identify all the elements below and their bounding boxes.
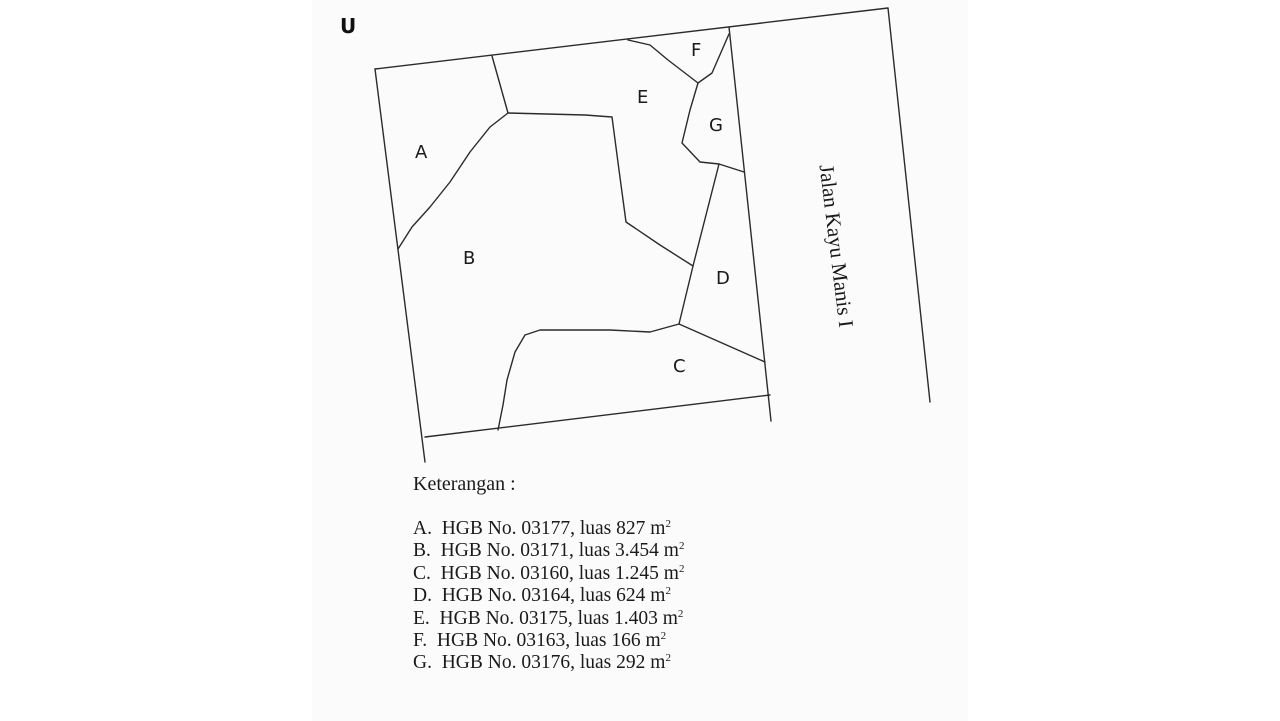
legend-item-text: HGB No. 03163, luas 166 m	[436, 630, 661, 652]
legend-item	[413, 540, 684, 562]
parcel-label-a: A	[415, 142, 428, 163]
legend-item-unit-sup: 2	[665, 652, 671, 665]
north-label: U	[340, 14, 357, 38]
legend-title: Keterangan :	[413, 473, 516, 495]
south-boundary	[425, 395, 770, 437]
legend-item-unit-sup: 2	[665, 518, 671, 530]
legend-item-prefix: G.	[413, 652, 432, 674]
boundary-f	[628, 34, 729, 83]
legend-item-unit-sup: 2	[677, 607, 684, 620]
parcel-label-f: F	[691, 40, 702, 61]
parcel-label-e: E	[637, 87, 649, 108]
legend-item-prefix: E.	[413, 607, 430, 629]
parcel-label-c: C	[673, 356, 686, 377]
legend-item-text: HGB No. 03171, luas 3.454 m	[440, 540, 679, 562]
parcel-label-d: D	[716, 268, 730, 289]
boundary-b-c	[498, 324, 679, 430]
legend-item-unit-sup: 2	[678, 562, 685, 575]
legend-item-text: HGB No. 03175, luas 1.403 m	[439, 607, 678, 629]
legend-item-text: HGB No. 03176, luas 292 m	[441, 652, 666, 674]
legend-item	[413, 630, 684, 652]
legend-item-prefix: D.	[413, 585, 432, 607]
legend-item	[413, 608, 684, 630]
legend-item-prefix: B.	[413, 540, 431, 562]
legend-item-prefix: F.	[413, 630, 428, 652]
boundary-g-d	[679, 164, 719, 324]
boundary-b-e	[508, 113, 693, 266]
legend-item-unit-sup: 2	[678, 540, 685, 553]
outer-boundary	[375, 8, 930, 402]
legend-item-text: HGB No. 03160, luas 1.245 m	[440, 562, 679, 584]
legend	[413, 472, 684, 675]
legend-list	[413, 518, 684, 675]
legend-item-prefix: A.	[413, 518, 432, 539]
parcel-label-g: G	[709, 115, 723, 136]
road-label: Jalan Kayu Manis I	[814, 163, 859, 329]
boundary-a-b	[398, 113, 508, 249]
legend-item-unit-sup: 2	[665, 585, 671, 598]
legend-item	[413, 585, 684, 607]
legend-item-text: HGB No. 03164, luas 624 m	[441, 585, 666, 607]
legend-item	[413, 652, 684, 674]
legend-item	[413, 563, 684, 585]
legend-item-prefix: C.	[413, 562, 431, 584]
west-boundary	[375, 69, 428, 462]
boundary-c-d	[679, 324, 765, 362]
legend-item	[413, 518, 684, 540]
legend-item-unit-sup: 2	[660, 630, 667, 643]
boundary-a-e	[492, 56, 508, 113]
parcel-label-b: B	[463, 248, 476, 269]
legend-item-text: HGB No. 03177, luas 827 m	[441, 518, 666, 539]
